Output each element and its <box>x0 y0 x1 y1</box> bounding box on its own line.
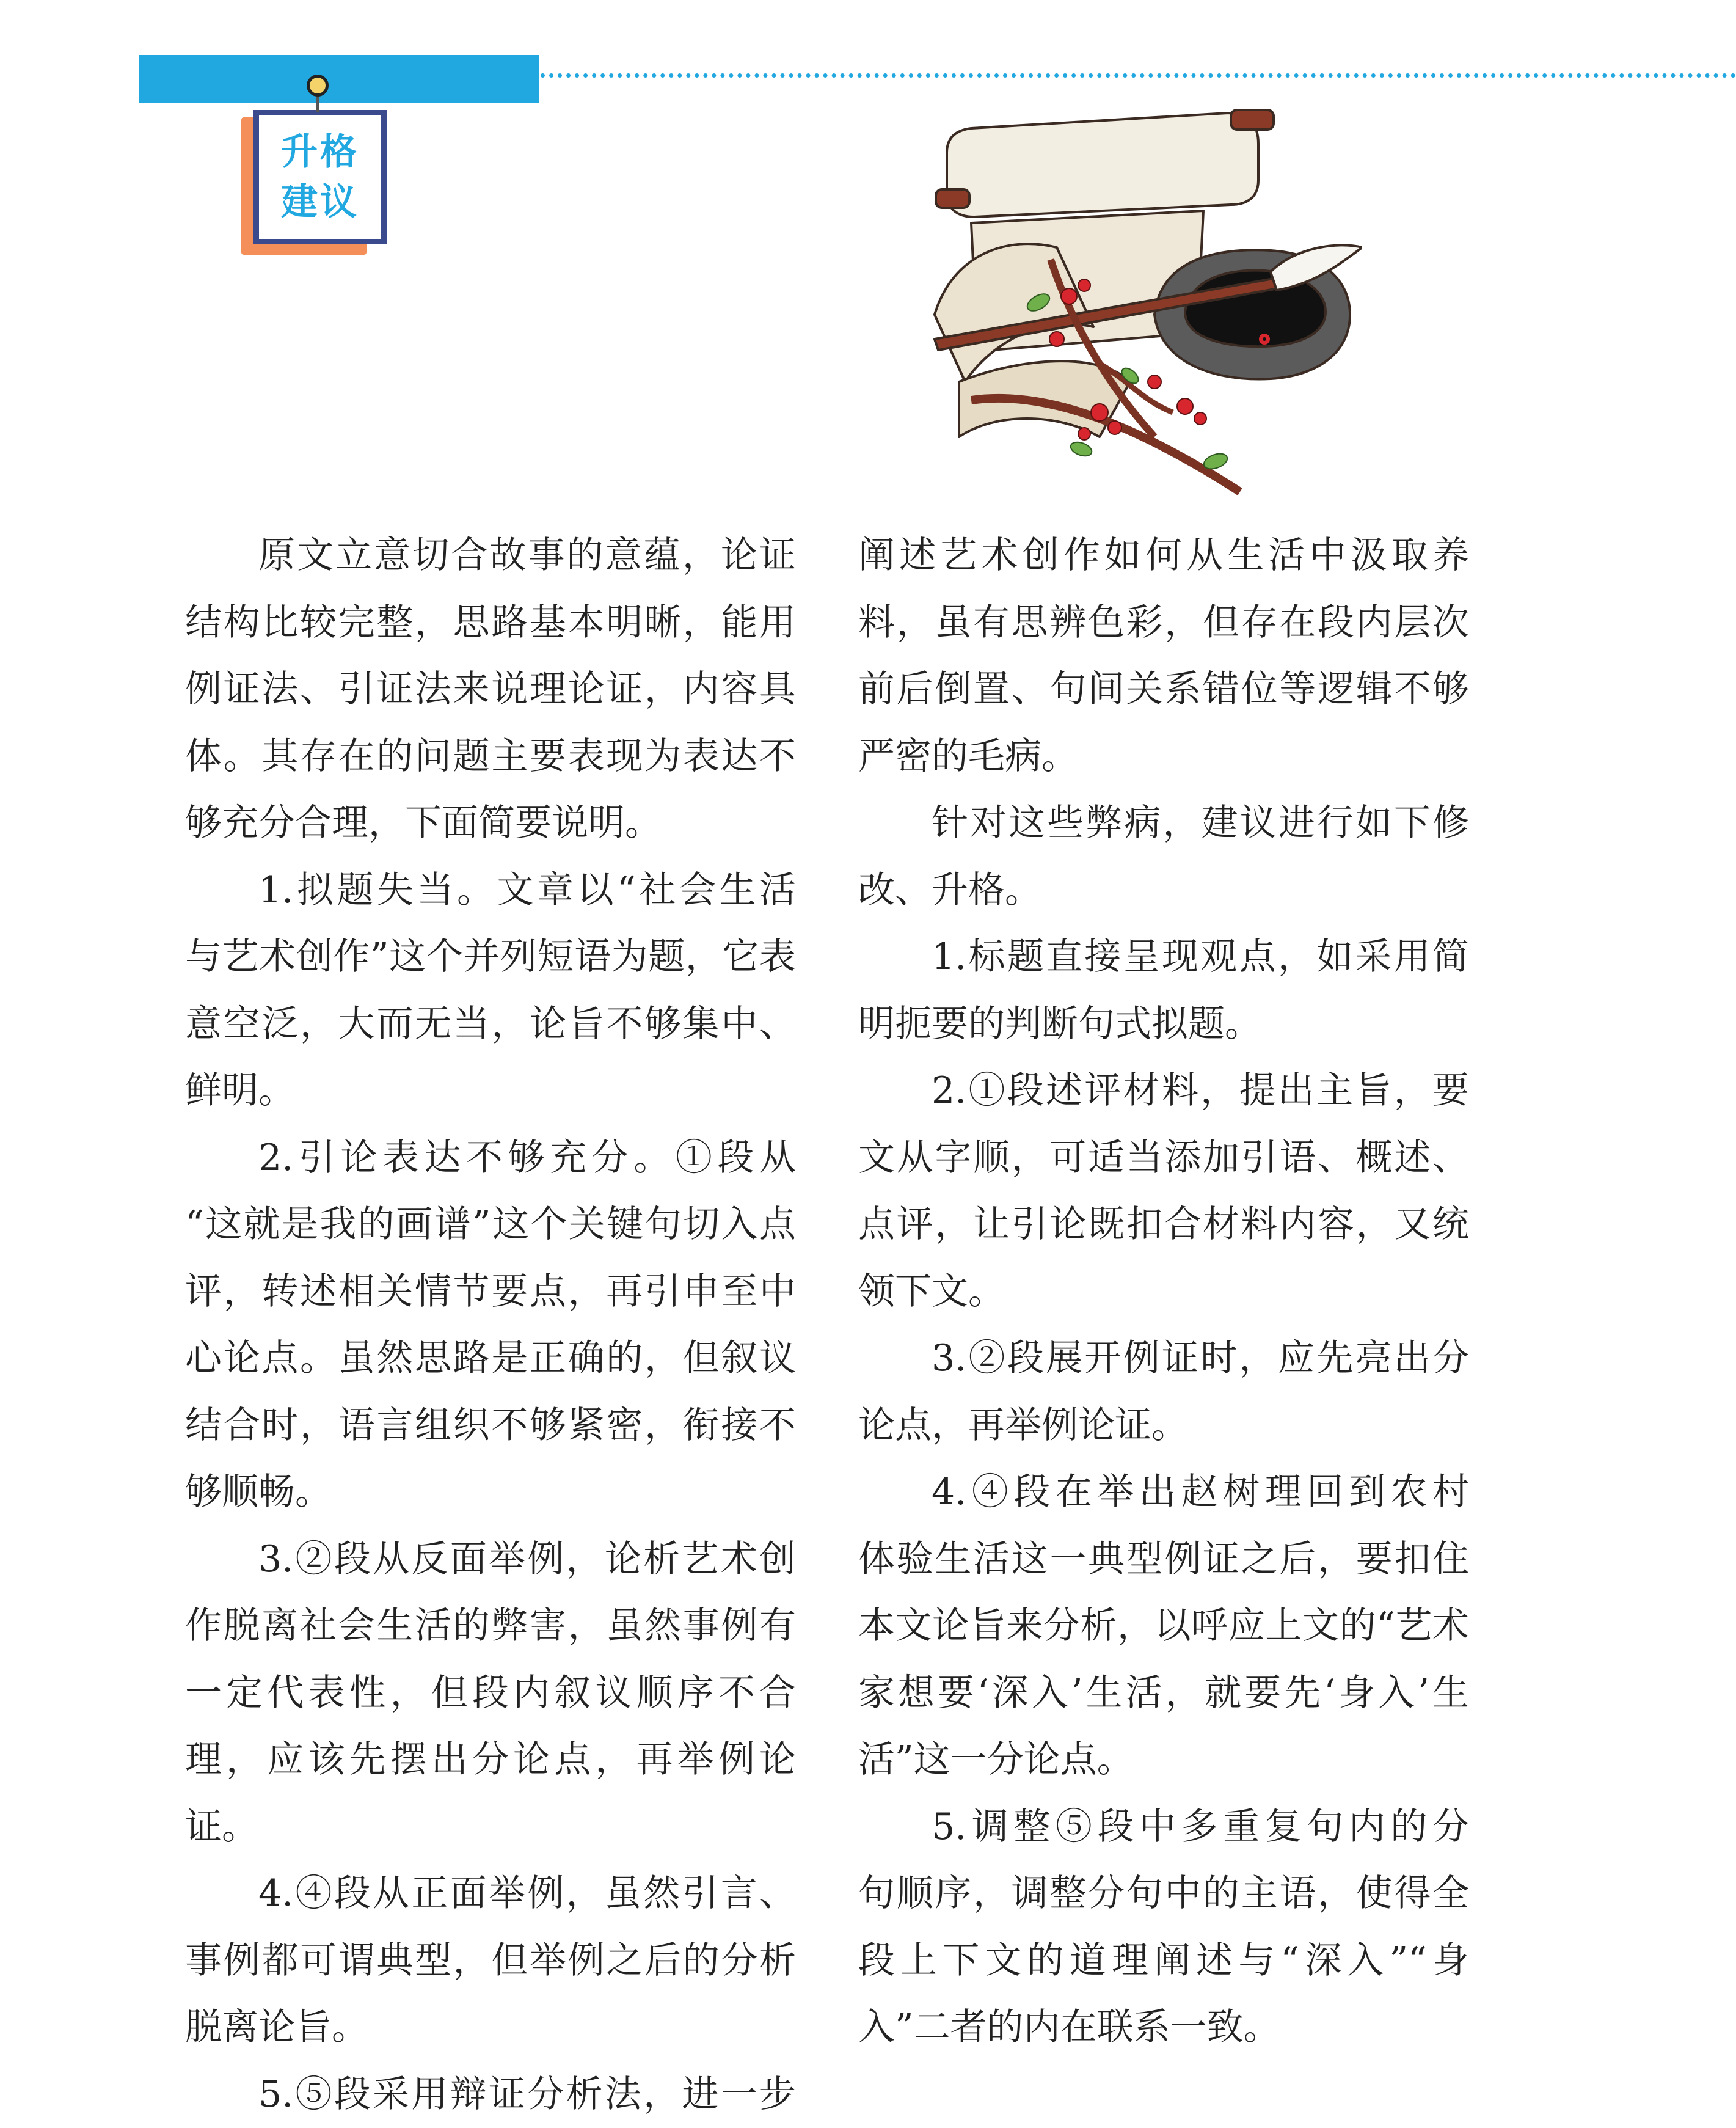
left-para-3-body: “这就是我的画谱”这个关键句切入点评，转述相关情节要点，再引申至中心论点。虽然思路是正确的，但叙议结合时，语言组织不够紧密，衔接不够顺畅。 <box>185 1191 796 1526</box>
left-para-1-first-line: 原文立意切合故事的意蕴，论证 <box>185 522 796 590</box>
left-para-4-first-line: 3.②段从反面举例，论析艺术创 <box>185 1526 796 1593</box>
left-para-1-body: 结构比较完整，思路基本明晰，能用例证法、引证法来说理论证，内容具体。其存在的问题主要表现为表达不够充分合理，下面简要说明。 <box>185 590 796 857</box>
right-para-7-first-line: 5.调整⑤段中多重复句内的分 <box>858 1794 1469 1861</box>
right-para-6-first-line: 4.④段在举出赵树理回到农村 <box>858 1459 1469 1526</box>
right-para-7-body: 句顺序，调整分句中的主语，使得全段上下文的道理阐述与“深入”“身入”二者的内在联系一致。 <box>858 1860 1469 2061</box>
right-para-2-body: 改、升格。 <box>858 857 1469 924</box>
header-dotted-rule <box>541 73 1736 78</box>
pushpin-icon <box>307 75 329 97</box>
left-para-5-body: 事例都可谓典型，但举例之后的分析脱离论旨。 <box>185 1928 796 2061</box>
left-para-2-first-line: 1.拟题失当。文章以“社会生活 <box>185 857 796 924</box>
pin-stem <box>316 95 319 112</box>
left-para-4-body: 作脱离社会生活的弊害，虽然事例有一定代表性，但段内叙议顺序不合理，应该先摆出分论点，再举例论证。 <box>185 1593 796 1860</box>
left-text-column <box>185 522 796 2128</box>
left-para-5-first-line: 4.④段从正面举例，虽然引言、 <box>185 1860 796 1928</box>
left-para-6-first-line: 5.⑤段采用辩证分析法，进一步 <box>185 2061 796 2128</box>
right-para-3-first-line: 1.标题直接呈现观点，如采用简 <box>858 924 1469 991</box>
right-para-6-body: 体验生活这一典型例证之后，要扣住本文论旨来分析，以呼应上文的“艺术家想要‘深入’生活，就要先‘身入’生活”这一分论点。 <box>858 1526 1469 1794</box>
right-para-2-first-line: 针对这些弊病，建议进行如下修 <box>858 790 1469 857</box>
badge-title-line-1: 升格 <box>281 127 359 177</box>
section-badge <box>241 110 391 254</box>
right-para-5-body: 论点，再举例论证。 <box>858 1392 1469 1460</box>
left-para-2-body: 与艺术创作”这个并列短语为题，它表意空泛，大而无当，论旨不够集中、鲜明。 <box>185 924 796 1125</box>
badge-title-line-2: 建议 <box>281 177 359 227</box>
right-para-3-body: 明扼要的判断句式拟题。 <box>858 991 1469 1058</box>
right-para-4-first-line: 2.①段述评材料，提出主旨，要 <box>858 1058 1469 1125</box>
right-para-5-first-line: 3.②段展开例证时，应先亮出分 <box>858 1325 1469 1392</box>
left-para-3-first-line: 2.引论表达不够充分。①段从 <box>185 1125 796 1192</box>
right-para-1-continuation: 阐述艺术创作如何从生活中汲取养料，虽有思辨色彩，但存在段内层次前后倒置、句间关系错位等逻辑不够严密的毛病。 <box>858 522 1469 790</box>
scroll-brush-inkstone-plum-blossom-illustration <box>898 95 1362 522</box>
right-text-column <box>858 522 1469 2061</box>
header-accent-bar <box>139 55 539 103</box>
right-para-4-body: 文从字顺，可适当添加引语、概述、点评，让引论既扣合材料内容，又统领下文。 <box>858 1125 1469 1326</box>
badge-frame <box>253 110 387 244</box>
